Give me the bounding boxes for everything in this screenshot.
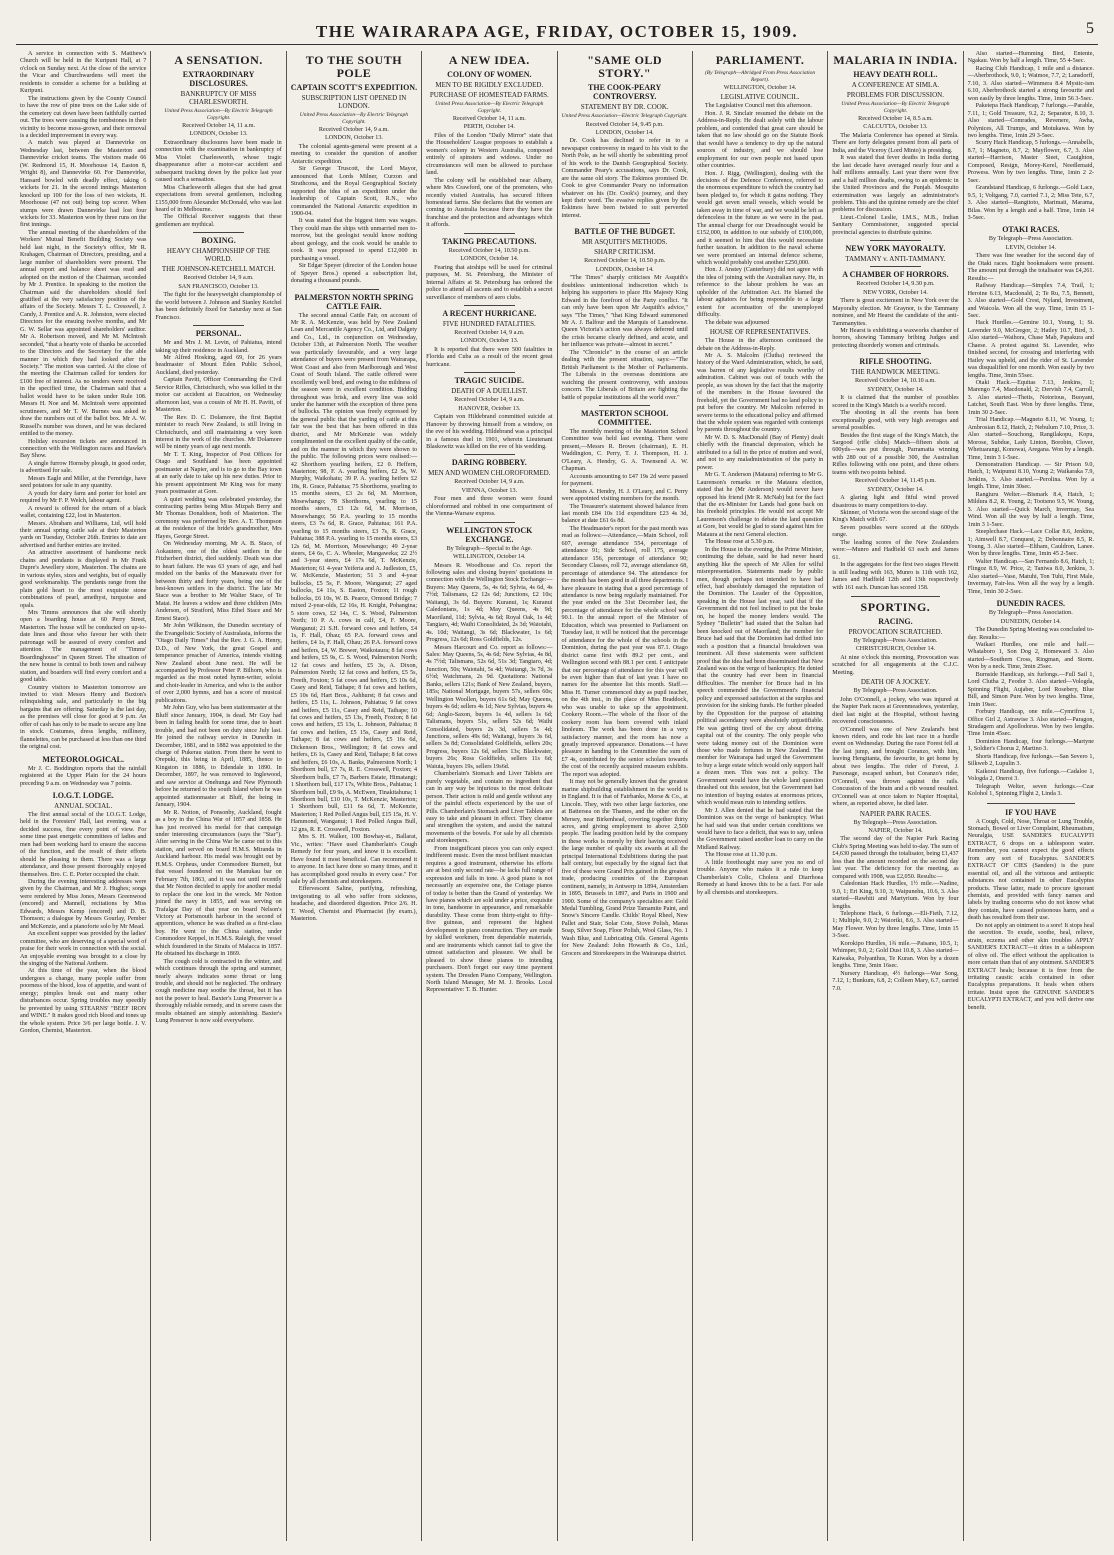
- paragraph: Country visitors to Masterton tomorrow are invited to visit Messrs Henry and Buxton's relinquishing sale, and particularly to the big bargains that are offering. Saturday is the last day, as the premises will close for good at 9 p.m. An offer of cash has only to be made to secure any line in stock. Costumes, dress lengths, millinery, flannelettes, can be purchased at less than one third the original cost.: [20, 684, 147, 751]
- paragraph: Captain von Hildebrand committed suicide at Hanover by throwing himself from a window, on the eve of his wedding. Hildebrand was a principal in a famous duel in 1901, wherein Lieutenant Blaskowitz was killed on the eve of his wedding.: [426, 414, 553, 450]
- section-subhead: COLONY OF WOMEN.: [447, 70, 532, 79]
- section-deck: DEATH OF A DUELLIST.: [451, 387, 528, 396]
- divider-rule: [464, 305, 515, 306]
- masthead-title: THE WAIRARAPA AGE, FRIDAY, OCTOBER 15, 1909.: [315, 22, 799, 41]
- section-deck: FIVE HUNDRED FATALITIES.: [442, 319, 536, 328]
- paragraph: Nursery Handicap, 4½ furlongs—War Song, 7.12, 1; Bunkum, 6.8, 2; Colleen Mary, 6.7, carried 7.0.: [832, 970, 959, 992]
- wire-note: United Press Association—Electric Telegraph Copyright.: [561, 113, 688, 119]
- dateline: LONDON, October 13.: [324, 135, 383, 142]
- paragraph: A little forethought may save you no end of trouble. Anyone who makes it a rule to keep Chamberlain's Colic, Cholera and Diarrhoea Remedy at hand knows this to be a fact. For sale by all chemists and storekeepers.: [696, 859, 824, 896]
- dateline: By Telegraph—Special to the Age.: [446, 545, 533, 552]
- paragraph: Mrs Timms announces that she will shortly open a boarding house at 60 Perry Street, Masterton. The house will be conducted on up-to-date lines and those who favour her with their patronage will be assured of every comfort and attention. The management of "Timms' Boardinghouse" in Queen Street. The situation of the new house is central to both town and railway station, and boarders will find every comfort and a good table.: [20, 609, 147, 684]
- section-subhead: EXTRAORDINARY DISCLOSURES.: [182, 70, 255, 88]
- paragraph: Sir Edgar Speyer (director of the London house of Speyer Bros.) opened a subscription list, donating a thousand pounds.: [290, 263, 418, 285]
- paragraph: A youth for dairy farm and porter for hotel are required by Mr F. P. Welch, labour agent.: [20, 490, 147, 505]
- dateline: Received October 14, 9.30 p.m.: [856, 281, 935, 288]
- section-deck: A CONFERENCE AT SIMLA.: [851, 81, 940, 89]
- divider-rule: [599, 223, 650, 224]
- column-1: [16, 51, 151, 1541]
- dateline: DUNEDIN, October 14.: [1000, 618, 1061, 625]
- dateline: Received October 14, 9.45 p.m.: [585, 121, 664, 128]
- paragraph: The House rose at 11.30 p.m.: [704, 852, 777, 859]
- paragraph: It is claimed that the number of possibles scored in the King's Match is a world's record.: [832, 395, 959, 409]
- paragraph: Captain Pavitt, Officer Commanding the Civil Service Rifles, Christchurch, who was killed in the motor car accident at Eucairton, on Wednesday afternoon last, was a cousin of Mr H. H. Pavitt, of Masterton.: [155, 377, 282, 414]
- dateline: LONDON, October 14.: [595, 266, 654, 273]
- section-subhead: HEAVY DEATH ROLL.: [853, 70, 938, 79]
- section-subhead: RACING.: [878, 617, 913, 627]
- dateline: LEVIN, October 14.: [1005, 244, 1057, 251]
- section-subhead: PALMERSTON NORTH SPRING CATTLE FAIR.: [294, 292, 414, 311]
- paragraph: At this time of the year, when the blood undergoes a change, many people suffer from poorness of the blood, loss of appetite, and want of energy; pimples break out and many other disturbances occur. Spring troubles may speedily be prevented by using STEARNS' "BEEF IRON and WINE." It makes good rich blood and tones up the whole system. Price 3/6 per large bottle. J. V. Gordon, Chemist, Masterton.: [20, 968, 147, 1035]
- section-subhead: A CHAMBER OF HORRORS.: [842, 270, 949, 280]
- paragraph: Messrs R. Woodhouse and Co. report the following sales and closing buyers' quotations in connection with the Wellington Stock Exchange:—Buyers: May Queens, 5s, 4s 6d; Sylvia, 4s 6d, 4s 7½d; Talismans, £2 12s 6d; Junctions, £2 10s; Waitangi, 3s 6d. Buyers: Kuranui, 1s; Kuranui Caledonians, 1s 4d; May Queens, 4s 9d; Maoriland, 11d; Sylvia, 4s 6d; Royal Oak, 1s 4d; Tangiaro, 4d; Waihi Consolidated, 2s 3d; Waiotahi, 4s. 10d; Waitangi, 3s 6d; Blackwater, 1s 6d; Progress, 12s 6d; Ross Goldfields, 12s.: [426, 562, 553, 644]
- paragraph: The colonial agents-general were present at a meeting to consider the question of another Antarctic expedition.: [290, 143, 418, 165]
- divider-rule: [464, 522, 515, 523]
- paragraph: During the evening interesting addresses were given by the Chairman, and Mr J. Hughes; songs were rendered by Miss Jones, Messrs Greenwood (encored) and Mannell, recitations by Miss Edwards, Messrs Kemp (encored) and D. B. Thomson; a dialogue by Messrs Gourlay, Pember and McKenzie, and a pianoforte solo by Mr Mead.: [20, 879, 147, 930]
- paragraph: Effervescent Saline, purifying, refreshing, invigorating to all who suffer from sickness, headache, and disordered digestion. Price 2/6. H. T. Wood, Chemist and Pharmacist (by exam.), Masterton.: [290, 886, 418, 923]
- paragraph: Sir George Truscott, the Lord Mayor, announced that Lords Milner, Curzon and Strathcona, and the Royal Geographical Society supported the idea of an expedition under the leadership of Captain Scott, R.N., who commanded the National Antarctic expedition in 1900-04.: [290, 166, 418, 217]
- paragraph: The second day of the Napier Park Racing Club's Spring Meeting was held to-day. The sum of £4,630 passed through the totalisator, being £1,437 less than the amount recorded on the second day last year. The deficiency for the meeting, as compared with 1908, was £2,050. Results:—: [832, 836, 959, 880]
- divider-rule: [193, 232, 244, 233]
- paragraph: Walter Handicap.—San Fernando 8.6, Hatch, 1; Flingoz 8.9, W. Price, 2; Taniwa 8.0, Jenkins, 3. Also started—Vase, Matuhi, Ton Tuhi, First Male, Invermay, Fair-lea. Won all the way by a length. Time, 1min 30 2-5sec.: [967, 558, 1094, 595]
- paragraph: The House rose at 5.30 p.m.: [704, 539, 775, 546]
- paragraph: Chamberlain's Stomach and Liver Tablets are purely vegetable, and contain no ingredient that can in any way be injurious to the most delicate person. Their action is mild and gentle without any of the painful effects experienced by the use of Pills. Chamberlain's Stomach and Liver Tablets are easy to take and pleasant in effect. They cleanse and strengthen the system, and assist the natural movements of the bowels. For sale by all chemists and storekeepers.: [426, 771, 553, 845]
- paragraph: There was fine weather for the second day of the Otaki races. Eight bookmakers were present. The amount put through the totalisator was £4,261. Results:—: [967, 253, 1094, 282]
- dateline: By Telegraph—Press Association.: [988, 610, 1073, 617]
- dateline: Received October 14, 11 a.m.: [182, 123, 256, 129]
- divider-rule: [851, 596, 939, 597]
- section-deck: PROBLEMS FOR DISCUSSION.: [846, 91, 944, 99]
- paragraph: Pakeiepa Hack Handicap, 7 furlongs.—Parable, 7.11, 1; Gold Treasure, 9.2, 2; Separator, 8.10, 3. Also started—Comrades, Revenere, Awha, Polynices, All Trumps, and Motukawa. Won by two lengths. Time, 1min 29 3-5sec.: [967, 103, 1094, 139]
- paragraph: Mr Hearst is exhibiting a waxworks chamber of horrors, showing Tammany bribing Judges and protecting disorderly women and criminals.: [832, 327, 959, 349]
- paragraph: Mr John Wilkinson, the Dunedin secretary of the Evangelistic Society of Australasia, informs the "Otago Daily Times" that the Rev. J. G. A. Henry, D.D., of New York, the great Gospel and temperance preacher of America, intends visiting New Zealand about June next. He will be accompanied by Professor Peter P. Bilhorn, who is regarded as the most noted hymn-writer, soloist and choir-leader in America, and who is the author of over 2,000 hymns, and has a score of musical publications.: [155, 623, 282, 704]
- paragraph: The cough cold is contracted in the winter, and which continues through the spring and summer, nearly always indicates some throat or lung trouble, and should not be neglected. The ordinary cough medicine may soothe the throat, but it has not the power to heal. Baxter's Lung Preserver is a thoroughly reliable remedy, and in severe cases the results obtained are simply astonishing. Baxter's Lung Preserver is now sold everywhere.: [155, 958, 282, 1025]
- dateline: SYDNEY, October 14.: [867, 486, 924, 493]
- wire-note: United Press Association—By Electric Telegraph Copyright.: [299, 112, 409, 125]
- divider-rule: [464, 372, 515, 373]
- paragraph: The monthly meeting of the Masterton School Committee was held last evening. There were present,—Messrs R. Brown (chairman), E. H. Waddington, C. Perry, T. J. Thompson, H. J. O'Leary, A. Hendry, G. A. Townsend A. W. Chapman.: [561, 429, 688, 473]
- paragraph: Forbury Handicap, one mile.—Cymrifros 1, Office Girl 2, Astrawise 3. Also started—Paragon, Stradagem and Apollodorus. Won by two lengths. Time 1min 45sec.: [967, 709, 1094, 738]
- paragraph: Racing Club Handicap, 1 mile and a distance.—Aberbrothock, 9.0, 1; Waimoe, 7.7, 2; Lansdorff, 7.10, 3. Also started—Wimmera 8.4 Mystic-ism 6.10, Aberbrothock started a strong favourite and won easily by three lengths. Time, 1min 56 3-5sec.: [967, 65, 1094, 102]
- paragraph: Mr Alfred Hosking, aged 69, for 26 years headmaster of Mount Eden Public School, Auckland, died yesterday.: [155, 354, 282, 376]
- paragraph: Dr. Cook has declined to refer in to a newspaper controversy in regard to his visit to the North Pole, as he will shortly be submitting proof of his work to the Danish Geographical Society. Commander Peary's accusations, says Dr. Cook, are the same old story. The Eskimos promised Dr. Cook to give Commander Peary no information whatever on his (Dr. Cook's) journey, and they kept their word. The evasive replies given by the Eskimos have been twisted to suit perverted interest.: [561, 138, 688, 219]
- section-deck: MEN TO BE RIGIDLY EXCLUDED.: [435, 81, 544, 89]
- paragraph: O'Connell was one of New Zealand's best known riders, and rode his last race in a hurdle event on Wednesday. During the race Forest fell at the last jump, and brought Coranzo, with him, leaving Hengitanta, the favourite, to get home by about two lengths. The rider of Forest, J. Parsonage, escaped unhurt, but Coranzo's rider, O'Connell, was thrown against the rails. Concussion of the brain and a rib wound resulted. O'Connell was at once taken to Napier Hospital, where, as reported above, he died later.: [832, 726, 959, 808]
- paragraph: In the House in the evening, the Prime Minister, continuing the debate, said he had never heard anything like the speech of Mr Allen for wilful misrepresentation. Statements made by public men, though perhaps not intended to have bad effect, had absolutely damaged the reputation of the Dominion. The Leader of the Opposition, speaking in the House last year, said that if the Government did not feel inclined to put the brake on, he hoped the money lenders would. The Sydney "Bulletin" had stated that the Sultan had been knocked out of Maoriland; the member for Bruce had said that the Dominion had drifted into such a position that a financial breakdown was imminent. All these statements were sufficient proof that the idea had been disseminated that New Zealand was on the verge of bankruptcy. He denied that the country had ever been in financial difficulties. The member for Bruce had in his speech commended the Government's financial policy and expressed satisfaction at the surplus and provision for the sinking funds. He further pleaded by the Opposition for the purpose of attaining political ascendancy were absolutely unjustifiable. He was getting tired of the cry about driving capital out of the country. The only people who were taking money out of the Dominion were those who made fortunes in New Zealand. The member for Wairarapa had urged the Government to buy a large estate which would only support half a dozen men. This was not a policy. The Government would have the whole land question thrashed out this session, but the Government had no intention of buying estates at enormous prices, which would mean ruin to intending settlers.: [696, 546, 824, 807]
- paragraph: Mr John Guy, who has been stationmaster at the Bluff since January, 1904, is dead. Mr Guy had been in failing health for some time, due to heart trouble, and had not been on duty since July last. He joined the railway service in Dunedin in December, 1881, and in 1882 was appointed to the charge of Pukerau station. From there he went to Orepuki, this being in April, 1885, thence to Kingston in 1886, to Edendale in 1890. In December, 1897, he was removed to Inglewood, and saw service at Onehunga and New Plymouth before he returned to the south Island when he was appointed stationmaster at Bluff, the being in January, 1904.: [155, 705, 282, 809]
- paragraph: Files of the London "Daily Mirror" state that the Householders' League proposes to establish a women's colony in Western Australia, composed entirely of spinsters and widows. Under no circumstances will men be allowed to purchase land.: [426, 132, 553, 177]
- section-subhead: RIFLE SHOOTING.: [859, 357, 932, 367]
- dateline: SAN FRANCISCO, October 13.: [178, 283, 259, 290]
- section-subhead: OTAKI RACES.: [1002, 225, 1060, 235]
- paragraph: Rangiuru Welter.—Bismark 8.4, Hatch, 1; Mildura 8.2, R. Young, 2; Tootsmo 9.5, W. Young, 3. Also started—Quick March, Invermay, Sea Wind. Won all the way by half a length. Time, 1min 3 1-5sec.: [967, 491, 1094, 528]
- paragraph: A Cough, Cold, Nose, Throat or Lung Trouble, Stomach, Bowel or Liver Complaint, Rheumatism, Neuralgia, USE SANDER'S EUCALYPTI EXTRACT, 6 drops on a tablespoon water. Remember, you cannot expect the good effects from any sort of Eucalyptus. SANDER'S EXTRACT OF CIES (Sanders) is the pure essential oil, and all the virtuous and antiseptic substances not contained in other Eucalyptus products. These latter, made to procure ignorant chemists, and provided with fancy names and labels by trading concerns who do not know what they contain, have caused poisonous harm, and a death has resulted from their use.: [967, 818, 1094, 922]
- section-deck: PROVOCATION SCRATCHED.: [848, 628, 943, 637]
- dateline: Received October 14, 9 a.m.: [454, 329, 525, 336]
- paragraph: Four men and three women were found chloroformed and robbed in one compartment of the Vienna-Warsaw express.: [426, 496, 553, 518]
- divider-rule: [870, 266, 921, 267]
- dateline: WELLINGTON, October 14.: [453, 554, 526, 561]
- divider-rule: [870, 353, 921, 354]
- paragraph: Mr J. Allen denied that he had stated that the Dominion was on the verge of bankruptcy. What he had said was that under certain conditions we would have to face a deficit, that was to say, unless the Government raised another loan to carry on the Midland Railway.: [696, 807, 824, 851]
- paragraph: There is great excitement in New York over the Mayoralty election. Mr Graynor, is the Tammany nominee, and Mr Hearst the candidate of the anti-Tammanyites.: [832, 298, 959, 327]
- paragraph: From insignificant pieces you can only expect indifferent music. Even the most brilliant musician requires a good instrument, otherwise his efforts are at best only second rate—he lacks full range of expression and falls in tone. A good piano is not necessarily an expensive one, the Cottage pianos of today is better than the Grand of yesterday. We have pianos which are sold under a price, exquisite in tone, handsome in appearance, and remarkable durability. These come from thirty-eight to fifty-five guineas, and represent the highest development in piano construction. They are made by skilled workmen, from dependable materials, and are instruments which cannot fail to give the utmost satisfaction and pleasure. We shall be pleased to show these pianos to intending purchasers. Don't forget our easy time payment system. The Dresden Piano Company, Wellington. North Island Manager, Mr M. J. Brooks. Local Representative: T. B. Hunter.: [426, 845, 553, 994]
- paragraph: It is reported that there were 500 fatalities in Florida and Cuba as a result of the recent great hurricane.: [426, 346, 553, 368]
- paragraph: The colony will be established near Albany, where Mrs Crawford, one of the promoters, who recently visited Australia, has secured fifteen homestead farms. She declares that the women are coming to Australia because there they have the franchise and the protection and advantages which it affords.: [426, 177, 553, 229]
- dateline: LONDON, October 13.: [460, 338, 519, 345]
- paragraph: It was stated that fever deaths in India during the last decade have averaged nearly four and a half millions annually. Last year there were five and a half million deaths, owing to an epidemic in the United Provinces and the Punjab. Mosquito extermination was largely an administrator's problem. This and the quinine remedy are the chief problems for discussion.: [832, 155, 959, 214]
- dateline: By Telegraph—Press Association.: [853, 688, 938, 695]
- section-deck: TAMMANY v. ANTI-TAMMANY.: [845, 255, 946, 264]
- divider-rule: [329, 289, 380, 290]
- section-subhead: THE COOK-PEARY CONTROVERSY.: [588, 83, 662, 101]
- column-6: [693, 51, 828, 1541]
- paragraph: The Legislative Council met this afternoon.: [704, 103, 812, 110]
- dateline: Received October 14, 10.10 a.m.: [855, 378, 936, 385]
- section-subhead: PERSONAL.: [195, 329, 242, 339]
- paragraph: Mr R. Notton, of Ponsonby, Auckland, fought as a boy in the China War of 1857 and 1858. He has just received his medal for that campaign under interesting circumstances (says the "Star"). After serving in the China War he came out to this station, and served on board H.M.S. Miranda in Auckland harbour. His medal was brought out by H.M.S. Orpheus, under Commodore Burnett, but that vessel foundered on the Manukau bar on February 7th, 1863, and it was not until recently that Mr Notton decided to apply for another medal to replace the one lost in the wreck. Mr Notton joined the navy in 1855, and was serving on Trafalgar Day of that year on board Nelson's Victory at Portsmouth harbour in the second of apprentices, whence he was drafted as a first-class boy. He went to the China station, under Commodore Keppel, in H.M.S. Raleigh, the vessel which foundered in the Straits of Malacca in 1857. He obtained his discharge in 1869.: [155, 809, 282, 958]
- paragraph: Waikari Hurdles, one mile and half.—Whataboro 1, Son Dog 2, Homeward 3. Also started—Southern Cross, Ringman, and Storm. Won by a neck. Time, 3min 25sec.: [967, 641, 1094, 671]
- wire-note: (By Telegraph—Abridged From Press Association Report).: [704, 70, 816, 83]
- dateline: Received October 14, 11.45 p.m.: [854, 478, 936, 485]
- paragraph: Fearing that airships will be used for criminal purposes, M. St. Petersburg, the Minister of Internal Affairs at St. Petersburg has ordered the police to attend all ascents and to establish a secret surveillance of members of aero clubs.: [426, 264, 553, 301]
- paragraph: The House in the afternoon continued the debate on the Address-in-Reply.: [696, 338, 824, 352]
- paragraph: Telephone Hack, 6 furlongs.—Eli-Fieth, 7.12, 1; Multiple, 9.0, 2; Waioriki, 8.6, 3. Also started—May Flower. Won by three lengths. Time, 1min 15 3-5sec.: [832, 910, 959, 940]
- paragraph: Burnside Handicap, six furlongs.—Full Sail 1, Lord Clutha 2, Feodor 3. Also started—Vologda, Spinning Flight, Aujaber, Lord Rosebery, Blue Bill, and Simon Pure. Won by two lengths. Time, 1min 19sec.: [967, 671, 1094, 708]
- paragraph: Mr G. T. Anderson (Mataura) referring to Mr G. Laurenson's remarks re the Mataura election, stated that he (Mr Anderson) would never have opposed his friend (Mr R. McNab) but for the fact that the ex-Minister for Lands had gone back on his freehold principles. He would not accept Mr Laurenson's challenge to debate the land question at Gore, but would be glad to stand against him for Mataura at the next General election.: [696, 472, 824, 538]
- section-deck: PURCHASE OF HOMESTEAD FARMS.: [429, 91, 549, 99]
- paragraph: A reward is offered for the return of a black wallet, containing £22, lost in Masterton.: [20, 505, 147, 520]
- section-deck: DEATH OF A JOCKEY.: [860, 678, 930, 687]
- section-deck: LEGISLATIVE COUNCIL.: [720, 93, 800, 102]
- dateline: Received October 14, 10.50 p.m.: [584, 258, 666, 265]
- paragraph: The "Chronicle" in the course of an article dealing with the present situation, says:—"The British Parliament is the Mother of Parliaments. The Liberals in the overseas dominions are watching the present controversy, with anxious concern. The Liberals of Britain are fighting the battle of popular institutions all the world over.": [561, 349, 688, 401]
- section-subhead: TRAGIC SUICIDE.: [454, 376, 524, 386]
- paragraph: The shooting in all the events has been exceptionally good, with very high averages and several possibles.: [832, 410, 959, 432]
- dateline: LONDON, October 14.: [460, 256, 519, 263]
- paragraph: Also started—Humming Bird, Entente, Ngakau. Won by half a length. Time, 55 4-5sec.: [967, 51, 1094, 65]
- dateline: PERTH, October 14.: [463, 124, 515, 131]
- section-headline: A SENSATION.: [174, 53, 263, 67]
- paragraph: The Dunedin Spring Meeting was concluded to-day. Results:—: [967, 627, 1094, 641]
- dateline: Received October 14, 9 a.m.: [454, 397, 525, 404]
- paragraph: Demonstration Handicap. — Sir Prison 9.0, Hatch, 1; Waipunui 8.10, Young 2; Waikaraka 7.9, Jenkins, 3. Also started.—Perolina. Won by a length. Time, 1min 30sec.: [967, 462, 1094, 491]
- wire-note: United Press Association—By Electric Telegraph Copyright.: [164, 108, 273, 121]
- paragraph: An excellent supper was provided by the ladies' committee, who are deserving of a special word of praise for their work in connection with the social. An enjoyable evening was brought to a close by the singing of the National Anthem.: [20, 931, 147, 968]
- paragraph: The annual meeting of the shareholders of the Workers' Mutual Benefit Building Society was held last night, in the Society's office, Mr R. Krahagen, Chairman of Directors, presiding, and a large number of shareholders were present. The annual report and balance sheet was read and adopted on the motion of the Chairman, seconded by Mr J. Prentice. In speaking to the motion the Chairman said the shareholders should feel gratified at the very satisfactory position of the affairs of the Society. Messrs T. L. Cresswell, J. Candy, J. Prentice and A. R. Johnston, were elected Directors for the ensuing twelve months, and Mr G. W. Sellar was appointed shareholders' auditor. Mr A. Robertson moved, and Mr M. McIntosh seconded, "that a hearty vote of thanks be accorded to the Directors and the Secretary for the able manner in which they had looked after the Society." The motion was carried. At the close of the meeting the Chairman called for tenders for £100 free of interest. As no tenders were received in the specified time, the Chairman said that a ballot would have to be taken under Rule 108. Messrs H. Noe and M. McIntosh were appointed scrutineers, and Mr T. W. Burnes was asked to draw the numbers out of the ballot box. Mr A. W. Russell's number was drawn, and he was declared entitled to the money.: [20, 229, 147, 438]
- paragraph: A single furrow Hornsby plough, in good order, is advertised for sale.: [20, 460, 147, 475]
- columns: [16, 51, 1098, 1541]
- section-deck: NAPIER PARK RACES.: [859, 809, 931, 818]
- divider-rule: [464, 233, 515, 234]
- dateline: VIENNA, October 13.: [461, 487, 518, 494]
- paragraph: The Official Receiver suggests that these gentlemen are mythical.: [155, 214, 282, 228]
- column-2: [151, 51, 286, 1541]
- section-subhead: DARING ROBBERY.: [451, 458, 527, 468]
- section-subhead: METEOROLOGICAL.: [42, 754, 124, 764]
- paragraph: Scurry Hack Handicap, 5 furlongs.—Annabells, 8.7, 1; Magneto, 8.7, 2; Mayflower, 6.7, 3. Also started—Harrison, Master Sieet, Cauighton, Composed, Resign, Morey-Kerel, Needlemaid, Prowess. Won by two lengths. Time, 1min 2 2-5sec.: [967, 140, 1094, 184]
- dateline: Received October 14, 10.50 p.m.: [448, 247, 530, 254]
- dateline: LONDON, October 13.: [189, 131, 248, 138]
- paragraph: A service in connection with S. Matthew's Church will be held in the Kuripuni Hall, at 7 o'clock on Sunday next. At the close of the service the Vicar and Churchwardens will meet the residents to consider a scheme for a building at Kuripuni.: [20, 51, 147, 95]
- paragraph: "The Times" sharply criticises Mr Asquith's doubtless unintentional indiscretion which is helping his supporters to place His Majesty King Edward in the forefront of the Party conflict. "It can only have been upon Mr Asquith's advice," says "The Times," "that King Edward summoned Mr A. J. Balfour and the Marquis of Lansdowne. Queen Victoria's action was always deferred until the crisis became clearly defined, and acute, and her influence was private—almost in secret.": [561, 275, 688, 349]
- paragraph: Railway Handicap.—Simplex 7.4, Trail, 1; Heroine 6.13, Macdonald, 2; Te Ru, 7.5, Bennett, 3. Also started—Gold Crest, Nyland, Investment, and Waicola. Won all the way. Time, 1min 15 1-5sec.: [967, 283, 1094, 319]
- paragraph: The fight for the heavyweight championship of the world between J. Johnson and Stanley Ketchel has been definitely fixed for Saturday next at San Francisco.: [155, 292, 282, 321]
- paragraph: The second annual Cattle Fair, on account of Mr R. A. McKenzie, was held by New Zealand Loan and Mercantile Agency Co., Ltd, and Dalgety and Co., Ltd., in conjunction on Wednesday, October 13th, at Palmerston North. The weather was particularly favourable, and a very large attendance of buyers were present from Wairarapa, West Coast and also from Marlborough and West Coast of South Island. The cattle offered were excellently well bred, and owing to the mildness of the season were in excellent condition. Bidding throughout was brisk, and every line was sold under the hammer with the exception of three pens of bullocks. The opinion was freely expressed by the general public that the yarding of cattle at this fair was the best that has been offered in this district, and Mr McKenzie was widely complimented on the excellent quality of the cattle, and on the manner in which they were shown to the public. The following prices were realised:—42 Shorthorn yearling heifers, £2 0. Heffern, Masterton; 98, F. A. yearling heifers, £2 5s, W. Murphy, Waikohatu; 39 P. A. yearling heifers £2 18s, R. Grace, Pahiatua; 75 Shorthorns, yearling to 15 months steers, £3 2s 6d, M. Morrison, Mosewhango; 78 Shorthorns, yearling to 15 months steers, £3 12s 6d, M. Morrison, Mosewhango; 56 P.A. yearling to 15 months steers, £3 7s 6d, R. Grace, Pahiatua; 161 P.A. yearling to 15 months steers, £3 7s, R. Grace, Pahiatua; 388 P.A. yearling to 15 months steers, £3 12s 6d, M. Morrison, Mosewhango; 49 2-year steers, £4 6s, C. A. Wheeler, Mangaweka; 22 2½ and 3-year steers, £4 17s 6d, T. McKenzie, Masterton; 61 4-year Yeiferia and A. Judleston, £5, W. McKenzie, Masterton; 51 3 and 4-year bullocks, £5 5s, F. Moore, Wanganui; 27 aged bullocks, £4 11s, S. Easton, Foxton; 11 rough bullocks, £6 10s, W. B. Pearce, Ormond Bridge; 7 mixed 2-year-olds, £2 16s, H. Knight, Pohangina; 5 store cows, £2 14s, C. S. Wood, Palmerston North; 10 P. A. cows in calf, £4, F. Moore, Wanganui; 21 S.H. forward cows and heifers, £4 1s, F. Hall, Ohau; 65 P.A. forward cows and heifers, £4 1s, F. Hall, Ohau; 26 P.A. forward cows and heifers, £4, W. Brewer, Waikotaura; 8 fat cows and heifers, £5 9s, C. S. Wood, Palmerston North; 12 fat cows and heifers, £5 3s, A. Dixon, Palmerston North; 12 fat cows and heifers, £5 5s, Freeth, Foxton; 5 fat cows and heifers, £5 10s 6d, Casey and Reid, Taihape; 8 fat cows and heifers, £5 10s 6d, Hart Bros., Ashhurst; 8 fat cows and heifers, £5 11s, L. Johnson, Pahiatua; 9 fat cows and heifers, £5 11s, Casey and Reid, Taihape; 10 fat cows and heifers, £5 13s, Freeth, Foxton; 8 fat cows and heifers, £5 13s, L. Johnson, Pahiatua; 8 fat cows and heifers, £5 15s, Casey and Reid, Taihape; 8 fat cows and heifers, £5 16s 6d, Dickenson Bros., Wellington; 8 fat cows and heifers, £6 1s, Casey and Reid, Taihape; 8 fat cows and heifers, £6 10s, A. Banks, Palmerston North; 1 Shorthorn bull, £7 7s, R. E. Crosswell, Foxton; 4 Shorthorn bulls, £7 7s, Barbers Estate, Himatangi; 1 Shorthorn bull, £17 17s, White Bros., Pahiatua; 1 Shorthorn bull, £9 9s, A. McEwen, Tinakitahuna; 1 Shorthorn bull, £10 10s, T. McKenzie, Masterton; 1 Shorthorn bull, £11 6s 6d, T. McKenzie, Masterton; 1 Red Polled Angus bull, £15 15s, H. V. Hammond, Wanganui; 1 Red Polled Angus Bull, 12 gns, R. E. Crosswell, Foxton.: [290, 312, 418, 833]
- dateline: CHRISTCHURCH, October 14.: [855, 646, 936, 653]
- section-deck: ANNUAL SOCIAL.: [54, 801, 113, 810]
- section-subhead: WELLINGTON STOCK EXCHANGE.: [446, 525, 533, 544]
- paragraph: It was stated that the biggest item was wages. They could man the ships with unmarried men to-morrow, but the geologist would know nothing about geology, and the cook would be unable to cook. It was proposed to spend £12,000 in purchasing a vessel.: [290, 218, 418, 262]
- section-subhead: CAPTAIN SCOTT'S EXPEDITION.: [290, 83, 418, 92]
- paragraph: Dominion Handicap, four furlongs.—Martyne 1, Soldier's Chorus 2, Martino 3.: [967, 738, 1094, 753]
- dateline: HANOVER, October 13.: [458, 405, 521, 412]
- masthead: [16, 18, 1098, 45]
- section-subhead: BATTLE OF THE BUDGET.: [574, 227, 675, 237]
- section-deck: MEN AND WOMEN CHLOROFORMED.: [428, 469, 551, 478]
- dateline: By Telegraph—Press Association.: [853, 638, 938, 645]
- paragraph: Holiday excursion tickets are announced in connection with the Wellington races and Hawke's Bay Show.: [20, 438, 147, 460]
- paragraph: Do not apply an ointment to a sore! It stops heal the secretion. To exude, soothe, heal, relieve, strain, eczema and other skin troubles APPLY SANDER'S EXTRACT—it dries in a tablespoon of olive oil. The effect without the application is more certain than that of any ointment. SANDER'S EXTRACT heals; because it is free from the irritating caustic acids contained in other Eucalyptus preparations. It heals when others irritate. Insist upon the GENUINE SANDER'S EUCALYPTI EXTRACT, and you will derive one benefit.: [967, 922, 1094, 1011]
- divider-rule: [870, 240, 921, 241]
- section-deck: SUBSCRIPTION LIST OPENED IN LONDON.: [301, 94, 407, 110]
- paragraph: Otaki Hack.—Equitas 7.13, Jenkins, 1; Marengo 7.4, Macdonald, 2; Dervish 7.4, Carroll, 3. Also started—Thetis, Notorious, Buoyant, Latchet, South East. Won by three lengths. Time, 1min 30 2-5sec.: [967, 380, 1094, 416]
- paragraph: Hon. J. Rigg, (Wellington), dealing with the decisions of the Defence Conference, referred to the enormous expenditure to which the country had been pledged to, for which it gains nothing. They would get seven small vessels, which would be taken away in time of war, and we would be left as defenceless in the future as we were in the past. The annual charge for our Dreadnought would be £152,000, in addition to our subsidy of £100,000, and it seemed to him that this would necessitate further taxation. In addition to the naval scheme we were promised an internal defence scheme, which would probably cost another £250,000.: [696, 170, 824, 266]
- paragraph: Grandstand Handicap, 6 furlongs.—Gold Lace, 9.5, 1; Voltgang, 7.0, carried 7.1, 2; Miss Tete, 6.7, 3. Also started—Rangitoto, Marimaii, Marama, Bilas. Won by a length and a half. Time, 1min 14 3-5sec.: [967, 185, 1094, 221]
- column-3: [287, 51, 422, 1541]
- dateline: By Telegraph—Press Association.: [988, 236, 1073, 243]
- section-headline: MALARIA IN INDIA.: [833, 53, 958, 67]
- paragraph: The first annual social of the I.O.G.T. Lodge, held in the Foresters' Hall, last evening, was a decided success, fine every point of view. For some time past energetic committees of ladies and men had been working hard to ensure the success of the function, and the result of their efforts should be pleasing to them. There was a large attendance, and those present thoroughly enjoyed themselves. Bro. C. E. Porter occupied the chair.: [20, 811, 147, 878]
- paragraph: The Headmaster's report for the past month was read as follows:—Attendance,—Main School, roll 607, average attendance 554, percentage of attendance 91; Side School, roll 175, average attendance 156, percentage of attendance 90; Secondary Classes, roll 72, average attendance 68, percentage of attendance 94. The attendance for the month has been good in all three departments. I have pleasure in stating that a good percentage of attendance is now being regularly maintained. For the year ended on the 31st December last, the percentage of attendance for the whole school was 90.1. In the annual report of the Minister of Education, which was presented to Parliament on Tuesday last, it will be noticed that the percentage of attendance for the whole of the schools in the Dominion, during the past year was 87.1. Otago district came first with 89.2 per cent., and Wellington second with 88.1 per cent. I anticipate that our percentage of attendance for this year will be even higher than that of last year. I have no names for the absentee list this month. Staff.—Miss H. Turner commenced duty as pupil teacher, on the 4th inst., in the place of Miss Braddock, who was unable to take up the appointment. Cookery Room.—The whole of the floor of the cookery room has been covered with inlaid linoleum. The work has been done in a very satisfactory manner, and the room has now a greatly improved appearance. Donations.—I have pleasure in handing to the Committee the sum of £7 4s, contributed by the senior scholars towards the cost of the recently acquired museum exhibits. The report was adopted.: [561, 525, 688, 778]
- column-5: [558, 51, 693, 1541]
- paragraph: Skinner, of Victoria won the second stage of the King's Match with 67.: [832, 510, 959, 524]
- section-subhead: NEW YORK MAYORALTY.: [845, 244, 946, 254]
- dateline: WELLINGTON, October 14.: [723, 85, 797, 91]
- paragraph: A quiet wedding was celebrated yesterday, the contracting parties being Miss Mizpah Berry and Mr Thomas Donaldson, both of Masterton. The ceremony was performed by Rev. A. T. Thompson at the residence of the bride's grandmother, Mrs Hayes, George Street.: [155, 496, 282, 540]
- paragraph: Mr and Mrs J. M. Levin, of Pahiatua, intend taking up their residence in Auckland.: [155, 340, 282, 354]
- paragraph: Seven possibles were scored at the 600yds range.: [832, 524, 959, 539]
- dateline: Received October 14, 8.5 a.m.: [858, 116, 933, 122]
- section-subhead: MASTERTON SCHOOL COMMITTEE.: [581, 409, 669, 427]
- paragraph: On Wednesday morning, Mr A. B. Stace, of Aokautere, one of the oldest settlers in the Fitzherbert district, died suddenly. Death was due to heart failure. He was 63 years of age, and had resided on the banks of the Manawatu river for between thirty and forty years, being one of the best-known settlers in the district. The late Mr Stace was a brother to Mr Walter Stace, of Te Matai. He leaves a widow and three children (Mrs Anderson, of Stratford, Miss Ethel Stace and Mr Ernest Stace).: [155, 541, 282, 622]
- paragraph: Messrs A. Hendry, H. J. O'Leary, and C. Perry were appointed visiting members for the month.: [561, 488, 688, 503]
- section-deck: STATEMENT BY DR. COOK.: [580, 103, 669, 111]
- wire-note: United Press Association—By Electric Telegraph Copyright.: [841, 101, 950, 114]
- paragraph: John O'Connell, a jockey, who was injured at the Napier Park races at Greenmeadows, yesterday, died last night at the Hospital, without having recovered consciousness.: [832, 696, 959, 726]
- paragraph: Lieut.-Colonel Leslie, I.M.S., M.B., Indian Sanitary Commissioner, suggested special provincial agencies to distribute quinine.: [832, 214, 959, 236]
- paragraph: Miss Charlesworth alleges that she had great expectations from several gentlemen, including £155,000 from Alexander McDonald, who was last heard of in Melbourne.: [155, 184, 282, 213]
- paragraph: Messrs Eagle and Miller, at the Fernridge, have seed potatoes for sale in any quantity.: [20, 475, 147, 490]
- paragraph: Mr T. T. King, Inspector of Post Offices for Otago and Southland has been appointed postmaster at Napier, and is to go to the Bay town at an early date to take up his new duties. Prior to his present appointment Mr King was for many years postmaster at Gore.: [155, 451, 282, 496]
- dateline: Received October 14, 11 a.m.: [452, 116, 526, 122]
- paragraph: Mrs S. H. Walker, 100 Bowhay-st., Ballarat, Vic., writes: "Have used Chamberlain's Cough Remedy for four years, and know it is excellent. Have found it most beneficial. Can recommend it to anyone. In fact have done so many times, and it has accomplished good results in every case." For sale by all chemists and storekeepers.: [290, 834, 418, 885]
- paragraph: The instructions given by the County Council to have the row of pine trees on the Lake side of the cemetery cut down have been faithfully carried out. The trees were causing the tombstones in their vicinity to become moss-grown, and their removal is a decided improvement in every way.: [20, 95, 147, 139]
- column-4: [422, 51, 557, 1541]
- paragraph: Accounts amounting to £47 19s 2d were passed for payment.: [561, 473, 688, 488]
- paragraph: Steeplechase Hack.—Lace Collar 8.6, Jenkins, 1; Aimwell 8.7, Conquest, 2; Debonnaire 8.5, R. Young, 3. Also started—Eltham, Cauldron, Lanee. Won by three lengths. Time, 1min 45 2-5sec.: [967, 529, 1094, 558]
- section-deck: SHARP CRITICISM.: [594, 248, 656, 257]
- paragraph: Korokipo Hurdles, 1¾ mile.—Paisano, 10.5, 1; Whimper, 9.0, 2; Gold Dust 10.8, 3. Also started—Kaiwaka, Polyanthus, Te Kuran. Won by a dozen lengths. Time, 3min 16sec.: [832, 940, 959, 970]
- dateline: SYDNEY, October 14.: [867, 386, 924, 393]
- wire-note: United Press Association—By Electric Telegraph Copyright.: [435, 101, 544, 114]
- section-headline: SPORTING.: [860, 600, 931, 615]
- section-deck: MR ASQUITH'S METHODS.: [581, 238, 668, 247]
- dateline: Received October 14, 9 a.m.: [183, 275, 254, 282]
- section-headline: PARLIAMENT.: [715, 53, 805, 67]
- dateline: By Telegraph—Press Association.: [853, 819, 938, 826]
- paragraph: Messrs. Abraham and Williams, Ltd, will hold their annual spring cattle sale at their Masterton yards on Tuesday, October 26th. Entries to date are advertised and further entries are invited.: [20, 520, 147, 549]
- dateline: Received October 14, 9 a.m.: [318, 127, 389, 133]
- section-subhead: I.O.G.T. LODGE.: [52, 790, 114, 800]
- paragraph: Mr W. D. S. MacDonald (Bay of Plenty) dealt chiefly with the financial depression, which he attributed to a fall in the price of mutton and wool, and not to any maladministration of the party in power.: [696, 434, 824, 471]
- section-deck: THE JOHNSON-KETCHELL MATCH.: [161, 265, 276, 274]
- paragraph: Hon. J. Anstey (Canterbury) did not agree with the idea of joining with the Australian navy. He, in reference to the labour problem he was an upholder of the Arbitration Act. He blamed the labour agitators for being responsible to a large extent for accentuation of the unemployed difficulty.: [696, 267, 824, 319]
- paragraph: The Rev. D. C. Dolamore, the first Baptist minister to reach New Zealand, is still living in Christchurch, and still maintaining a very keen interest in the work of the churches. Mr Dolamore will be ninety years of age next month.: [155, 414, 282, 451]
- section-deck: HEAVY CHAMPIONSHIP OF THE WORLD.: [166, 247, 271, 264]
- divider-rule: [987, 803, 1075, 804]
- section-headline: "SAME OLD STORY.": [587, 53, 663, 80]
- paragraph: The debate was adjourned: [704, 319, 770, 326]
- paragraph: An attractive assortment of handsome neck chains and pendants is displayed in Mr Frank Dupre's Jewellery store, Masterton. The chains are in various styles, sizes and weights, but of equally good workmanship. The pendants range from the plain gold heart to the most exquisite stone combinations of pearl, amethyst, turquoise and opals.: [20, 550, 147, 609]
- divider-rule: [193, 325, 244, 326]
- dateline: LONDON, October 14.: [595, 129, 654, 136]
- paragraph: In the aggregates for the first two stages Hewitt is still leading with 163, Munro is 11th with 162, James and Hadfield 12th and 13th respectively with 161 each. Duncan has scored 158.: [832, 562, 959, 591]
- paragraph: Trial Handicap.—Magneto 8.11, W. Young, 1; Ambrosian 8.12, Hatch, 2; Nebulum 7.10, Price, 3. Also started—Souchong, Rangilakopu, Kopu, Morose, Subdue, Lady Linton, Borobin, Clover, Whetuarangi, Konowai, Aregana. Won by a length. Time, 1min 3 1-5sec.: [967, 417, 1094, 461]
- paragraph: Kaikorai Handicap, five furlongs.—Cadaloe 1, Vologda 2, Oneroi 3.: [967, 768, 1094, 783]
- section-deck: BANKRUPTCY OF MISS CHARLESWORTH.: [180, 90, 257, 106]
- column-7: [828, 51, 963, 1541]
- paragraph: At nine o'clock this morning, Provocation was scratched for all engagements at the C.J.C. Meeting.: [832, 654, 959, 676]
- paragraph: Mr J. C. Boddington reports that the rainfall registered at the Upper Plain for the 24 hours preceding 9 a.m. on Wednesday was 7 points.: [20, 765, 147, 787]
- divider-rule: [464, 454, 515, 455]
- section-headline: A NEW IDEA.: [448, 53, 530, 67]
- section-deck: THE RANDWICK MEETING.: [851, 368, 940, 377]
- section-subhead: IF YOU HAVE: [1005, 807, 1057, 817]
- paragraph: The Malaria Conference has opened at Simla. There are forty delegates present from all parts of India, and the Viceroy (Lord Minto) is presiding.: [832, 132, 959, 154]
- section-deck: HOUSE OF REPRESENTATIVES.: [709, 328, 811, 337]
- section-headline: TO THE SOUTH POLE: [305, 53, 403, 80]
- paragraph: The Treasurer's statement showed balance from last month £84 10s 11d expenditure £23 4s 3d, balance at date £61 6s 8d.: [561, 503, 688, 525]
- paragraph: Mr A. S. Malcolm (Clutha) reviewed the history of the Ward Administration, which, he said, was barren of any legislative results worthy of admiration. Cabinet was out of touch with the people, as was shown by the fact that the majority of the members in the House favoured the freehold, yet the Government had no land policy to put before the country. Mr Malcolm referred in severe terms to the educational policy and affirmed that the whole system was regarded with contempt by parents throughout the country.: [696, 352, 824, 434]
- paragraph: A glaring light and fitful wind proved disastrous to many competitors to-day.: [832, 495, 959, 509]
- divider-rule: [599, 405, 650, 406]
- paragraph: The leading scores of the New Zealanders were:—Munro and Hadfield 63 each and James 61.: [832, 539, 959, 561]
- paragraph: Hack Hurdles.—Gemine 10.1, Young, 1; St. Lavender 9.0, McGregor, 2; Hatley 10.7, Bird, 3. Also started—Waihora, Chase Mab, Papakura and Chaese. A protest against St. Lavender, who finished second, for crossing and interfering with Hatley was upheld, and the rider of St. Lavender was disqualified for one month. Won easily by two lengths. Time, 3min 55sec.: [967, 320, 1094, 379]
- paragraph: It may not be generally known that the greatest marine shipbuilding establishment in the world is in England. It is that of Fairbanks, Morse & Co., at Lincoln. They, with two other large factories, one at Battersea on the Thames, and the other on the Mersey, near Birkenhead, covering together thirty acres, and giving employment to above 2,500 people. The leading position held by the company in these works is merely by their having received the large number of quality six awards at all the principal International Exhibitions during the past half century, but especially by the signal fact that five of these were Grand Prix gained in the greatest trade, producing countries of the European continent, namely, in Antwerp in 1894, Amsterdam in 1895, Brussels in 1897, and Paris in 1900 and 1900. Some of the company's specialties are: Gold Medal Tumbling, Grand Prize Tamamite Paint, and Snow's Sincere Candle. Childs' Royal Rheel, New Pallet and Stair, Solar Cote, Stove Polish, Maras Soap, Silver Soap, Floor Polish, Wool Glass, No. 1 Wash Blue, and Lubricating Oils. General Agents for New Zealand: John Howarth & Co., Ltd., Grocers and Storekeepers in the Wairarapa district.: [561, 779, 688, 957]
- paragraph: Shorts Handicap, five furlongs.—San Severo 1, Silkweb 2, Lupulin 3.: [967, 753, 1094, 768]
- section-subhead: TAKING PRECAUTIONS.: [442, 236, 537, 246]
- paragraph: Hon. J. R. Sinclair resumed the debate on the Address-in-Reply. He dealt solely with the labour problem, and contended that great care should be taken that no law should go on the Statute Book that would have a tendency to dry up the natural sources of industry, and we should lose employment for our own people not based upon other countries.: [696, 110, 824, 170]
- dateline: NAPIER, October 14.: [868, 827, 923, 834]
- paragraph: Caledonian Hack Hurdles, 1½ mile.—Nadine, 9.0, 1; Eri King, 9.10, 3; Waipunehu, 10.6, 3. Also started—Rawhiti and Martyrium. Won by four lengths.: [832, 881, 959, 910]
- paragraph: A match was played at Dannevirke on Wednesday last, between the Masterton and Dannevirke cricket teams. The visitors made 66 (W. Redmond 15, H. Moorhouse 14, Easton 8, Wright 8), and Dannevirke 60. For Dannevirke, Hansard bowled with deadly effect, taking 6 wickets for 21. In the second innings Masterton knocked up 100 for the loss of two wickets, H. Moorhouse (47 not out) being top scorer. When stumps were drawn Dannevirke had lost four wickets for 33. Masterton won by three runs on the first innings.: [20, 140, 147, 229]
- column-8: [964, 51, 1098, 1541]
- section-subhead: DUNEDIN RACES.: [996, 599, 1066, 609]
- section-subhead: A RECENT HURRICANE.: [442, 308, 537, 318]
- dateline: Received October 14, 9 a.m.: [454, 479, 525, 486]
- paragraph: Extraordinary disclosures have been made in connection with the examination in bankruptcy of Miss Violet Charlesworth, whose tragic disappearance after a motor-car accident and subsequent tracking down by the police last year caused such a sensation.: [155, 139, 282, 184]
- paragraph: Besides the first stage of the King's Match, the Sargood (rifle clubs) Match—fifteen shots at 600yds—was put through, Parramatta winning with 280 out of a possible 300, the Australian Rifles following with one point, and three others teams with two points behind.: [832, 432, 959, 476]
- page-number: 5: [1086, 20, 1094, 37]
- section-subhead: BOXING.: [201, 236, 236, 246]
- paragraph: Messrs Harcourt and Co. report as follows:—Sales: May Queens, 5s, 4s 6d; New Sylvias, 4s 8d, 4s 7½d; Talismans, 52s 6d, 51s 3d; Tangiaro, 4d; Junction, 50s; Waiotahi, 5s 4d; Waitangi, 3s 7d, 3s 6½d; Watchmans, 2s 9d. Quotations: National Banks, sellers 121s; Bank of New Zealand, buyers, 185s; National Mortgage, buyers 57s, sellers 60s; Wellington Woollen, buyers 61s 6d; May Queens, buyers 4s 6d; sellers 4s 1d; New Sylvias, buyers 4s 6d; Anglo-Saxon, buyers 1s 4d, sellers 1s 6d; Talismans, buyers 51s, sellers 52s 6d; Waihi Consolidated, buyers 2s 3d, sellers 5s 4d; Junctions, sellers 49s 6d; Waitangi, buyers 3s 6d, sellers 3s 8d; Consolidated Goldfields, sellers 20s; Progress, buyers 12s 6d, sellers 13s; Blackwater, buyers 26s; Ross Goldfields, sellers 11s 6d; Waiuta, buyers 19s, sellers 19s6d.: [426, 644, 553, 770]
- paragraph: Telegraph Welter, seven furlongs.—Czar Kolohol 1, Spinning Flight 2, Linda 3.: [967, 783, 1094, 798]
- dateline: NEW YORK, October 14.: [863, 289, 928, 296]
- dateline: CALCUTTA, October 13.: [863, 124, 928, 131]
